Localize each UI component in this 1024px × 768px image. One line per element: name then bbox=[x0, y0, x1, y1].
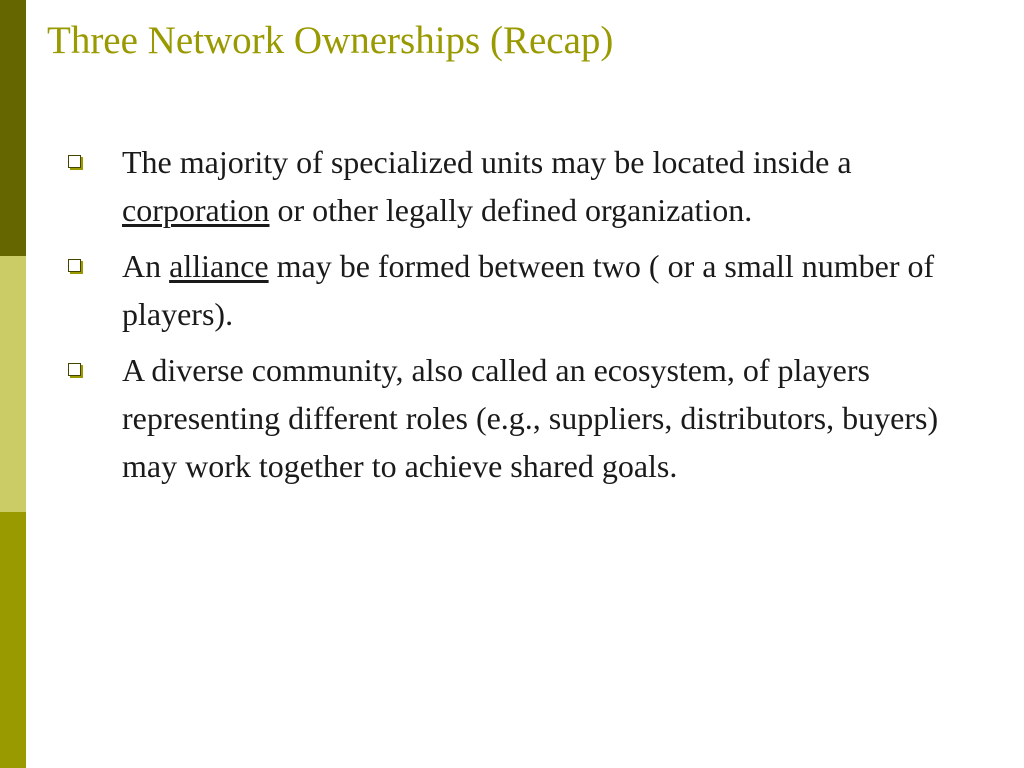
bullet-item-corporation bbox=[64, 138, 984, 234]
hollow-square-bullet-icon bbox=[68, 363, 81, 376]
side-bar-middle bbox=[0, 256, 26, 512]
bullet-text-start: The majority of specialized units may be located inside a bbox=[122, 144, 852, 180]
hollow-square-bullet-icon bbox=[68, 259, 81, 272]
bullet-term-alliance: alliance bbox=[169, 248, 269, 284]
side-bar-bottom bbox=[0, 512, 26, 768]
bullet-item-alliance bbox=[64, 242, 984, 338]
bullet-text-start: An bbox=[122, 248, 170, 284]
bullet-text: A diverse community, also called an ecosystem, of players representing different roles (e.g., suppliers, distributors, buyers) may work together to achieve shared goals. bbox=[122, 352, 939, 484]
hollow-square-bullet-icon bbox=[68, 155, 81, 168]
bullet-text-end: may be formed between two ( or a small number of players). bbox=[122, 248, 935, 332]
bullet-list bbox=[64, 138, 984, 498]
bullet-text-end: or other legally defined organization. bbox=[269, 192, 753, 228]
slide-title: Three Network Ownerships (Recap) bbox=[47, 19, 614, 62]
bullet-term-corporation: corporation bbox=[122, 192, 270, 228]
bullet-item-ecosystem bbox=[64, 346, 984, 490]
side-bar-top bbox=[0, 0, 26, 256]
